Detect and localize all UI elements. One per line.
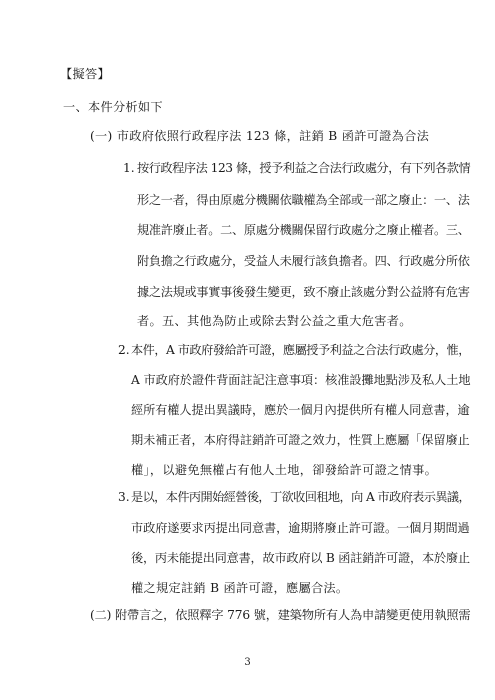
paragraph-line: 形之一者，得由原處分機關依職權為全部或一部之廢止：一、法: [137, 193, 470, 207]
paragraph-line: 規准許廢止者。二、原處分機關保留行政處分之廢止權者。三、: [137, 223, 470, 237]
paragraph-line: 本件，A 市政府發給許可證，應屬授予利益之合法行政處分，惟，: [131, 343, 470, 357]
page-number: 3: [244, 657, 251, 668]
section-heading: 一、本件分析如下: [63, 100, 163, 114]
item-number: 2.: [118, 343, 130, 357]
paragraph-line: 權」，以避免無權占有他人土地，卻發給許可證之情事。: [131, 463, 438, 477]
item-number: 3.: [118, 490, 130, 504]
paragraph-line: 期未補正者，本府得註銷許可證之效力，性質上應屬「保留廢止: [131, 433, 470, 447]
paragraph-line: 權之規定註銷 B 函許可證，應屬合法。: [131, 581, 349, 595]
subsection-heading: (一) 市政府依照行政程序法 123 條，註銷 B 函許可證為合法: [90, 129, 430, 143]
paragraph-line: 市政府遂要求丙提出同意書，逾期將廢止許可證。一個月期間過: [131, 521, 470, 535]
paragraph-line: 據之法規或事實事後發生變更，致不廢止該處分對公益將有危害: [137, 285, 470, 299]
subsection-heading: (二) 附帶言之，依照釋字 776 號，建築物所有人為申請變更使用執照需: [90, 608, 471, 622]
paragraph-line: 經所有權人提出異議時，應於一個月內提供所有權人同意書，逾: [131, 403, 470, 417]
paragraph-line: A 市政府於證件背面註記注意事項：核准設攤地點涉及私人土地: [131, 373, 471, 387]
answer-heading: 【擬答】: [60, 67, 110, 81]
paragraph-line: 後，丙未能提出同意書，故市政府以 B 函註銷許可證，本於廢止: [131, 551, 470, 565]
paragraph-line: 按行政程序法 123 條，授予利益之合法行政處分，有下列各款情: [137, 161, 471, 175]
item-number: 1.: [123, 161, 135, 175]
paragraph-line: 者。五、其他為防止或除去對公益之重大危害者。: [137, 314, 412, 328]
paragraph-line: 是以，本件丙開始經營後，丁欲收回租地，向 A 市政府表示異議，: [131, 490, 471, 504]
paragraph-line: 附負擔之行政處分，受益人未履行該負擔者。四、行政處分所依: [137, 254, 470, 268]
